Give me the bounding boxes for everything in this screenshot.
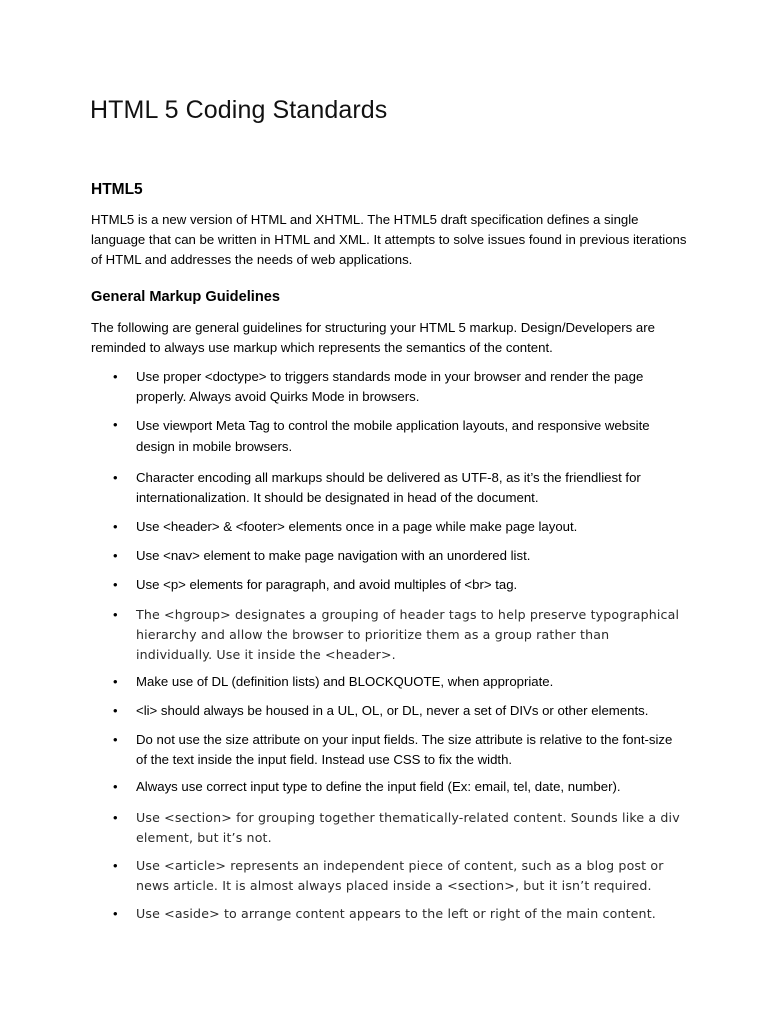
list-item-text: Character encoding all markups should be delivered as UTF-8, as it’s the friendliest for internationalization. It should be designated in head of the document. [136,470,641,505]
bullet-icon: • [113,369,118,384]
section-heading-html5: HTML5 [91,181,143,198]
list-item-text: <li> should always be housed in a UL, OL, or DL, never a set of DIVs or other elements. [136,703,649,718]
list-item-text: Make use of DL (definition lists) and BLOCKQUOTE, when appropriate. [136,674,554,689]
list-item-text: Do not use the size attribute on your input fields. The size attribute is relative to the font-size of the text inside the input field. Instead use CSS to fix the width. [136,732,673,767]
bullet-icon: • [113,470,118,485]
list-item-text: Use proper <doctype> to triggers standards mode in your browser and render the page properly. Always avoid Quirks Mode in browsers. [136,369,644,404]
html5-intro-paragraph: HTML5 is a new version of HTML and XHTML. The HTML5 draft specification defines a single language that can be written in HTML and XML. It attempts to solve issues found in previous iterations of HTML and addresses the needs of web applications. [91,212,687,267]
list-item-text: Use <nav> element to make page navigation with an unordered list. [136,548,531,563]
list-item-text: Use <header> & <footer> elements once in a page while make page layout. [136,519,578,534]
list-item-text: Use <p> elements for paragraph, and avoid multiples of <br> tag. [136,577,518,592]
bullet-icon: • [113,519,118,534]
bullet-icon: • [113,779,118,794]
list-item-text: Use <section> for grouping together thematically-related content. Sounds like a div element, but it’s not. [136,810,680,845]
bullet-icon: • [113,906,118,921]
bullet-icon: • [113,810,118,825]
bullet-icon: • [113,732,118,747]
section-heading-general-markup: General Markup Guidelines [91,289,280,305]
bullet-icon: • [113,858,118,873]
general-intro-paragraph: The following are general guidelines for structuring your HTML 5 markup. Design/Developers are reminded to always use markup which represents the semantics of the content. [91,320,655,355]
bullet-icon: • [113,548,118,563]
bullet-icon: • [113,674,118,689]
list-item-text: Always use correct input type to define the input field (Ex: email, tel, date, number). [136,779,621,794]
bullet-icon: • [113,703,118,718]
bullet-icon: • [113,607,118,622]
bullet-icon: • [113,577,118,592]
list-item-text: Use <article> represents an independent piece of content, such as a blog post or news article. It is almost always placed inside a <section>, but it isn’t required. [136,858,664,893]
list-item-text: Use viewport Meta Tag to control the mobile application layouts, and responsive website design in mobile browsers. [136,418,650,454]
list-item-text: Use <aside> to arrange content appears to the left or right of the main content. [136,906,656,921]
document-title: HTML 5 Coding Standards [90,96,388,124]
bullet-icon: • [113,417,118,432]
list-item-text: The <hgroup> designates a grouping of header tags to help preserve typographical hierarchy and allow the browser to prioritize them as a group rather than individually. Use it inside the <header>. [136,607,680,662]
